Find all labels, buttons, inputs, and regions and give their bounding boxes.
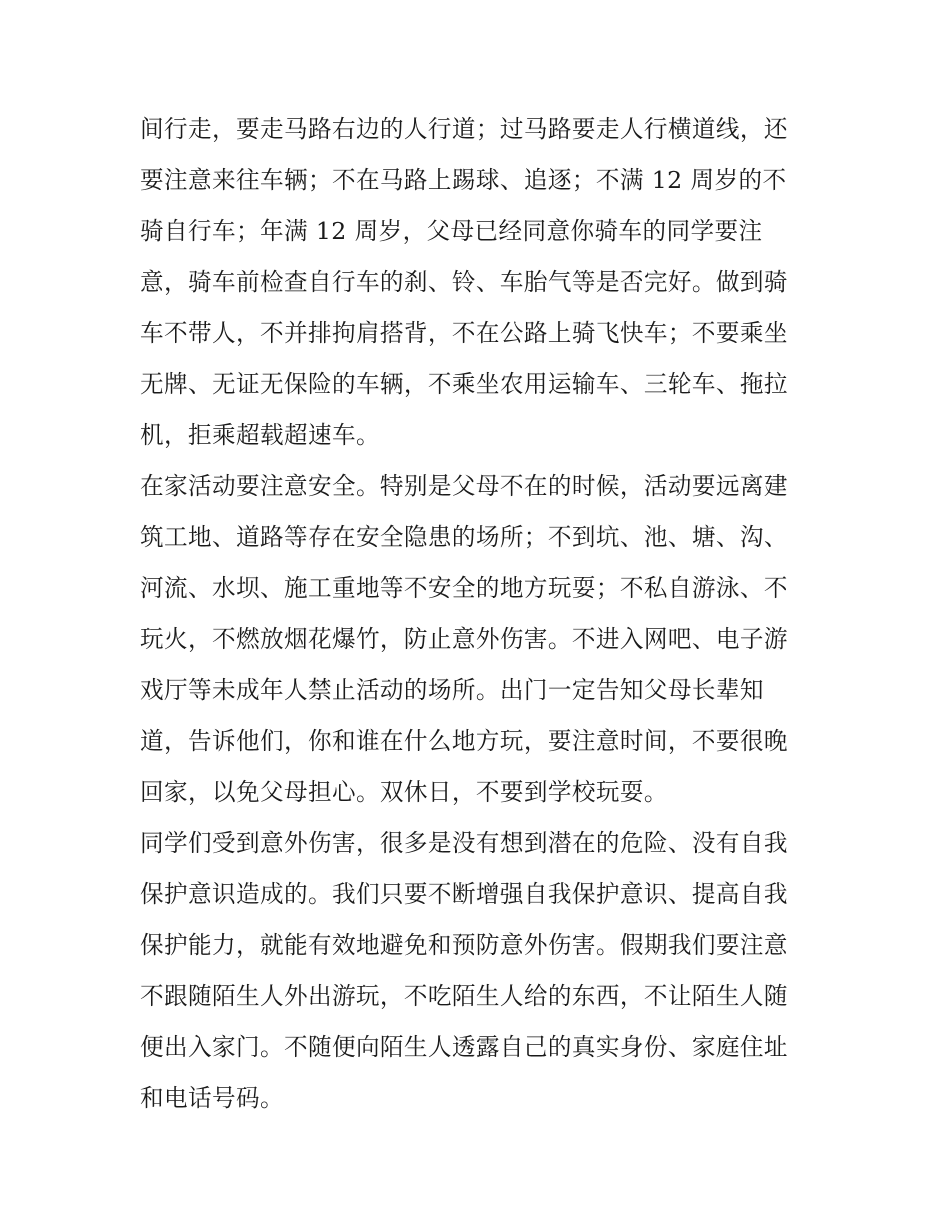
text-line: 玩火，不燃放烟花爆竹，防止意外伤害。不进入网吧、电子游 (140, 625, 788, 653)
text-line: 间行走，要走马路右边的人行道；过马路要走人行横道线，还 (140, 115, 788, 143)
text-line: 河流、水坝、施工重地等不安全的地方玩耍；不私自游泳、不 (140, 574, 788, 602)
document-body (140, 104, 820, 1124)
text-line: 无牌、无证无保险的车辆，不乘坐农用运输车、三轮车、拖拉 (140, 370, 788, 398)
text-line: 筑工地、道路等存在安全隐患的场所；不到坑、池、塘、沟、 (140, 523, 788, 551)
text-line: 不跟随陌生人外出游玩，不吃陌生人给的东西，不让陌生人随 (140, 982, 788, 1010)
text-line: 便出入家门。不随便向陌生人透露自己的真实身份、家庭住址 (140, 1033, 788, 1061)
text-line: 意，骑车前检查自行车的刹、铃、车胎气等是否完好。做到骑 (140, 268, 788, 296)
text-line: 机，拒乘超载超速车。 (140, 421, 380, 449)
text-line: 在家活动要注意安全。特别是父母不在的时候，活动要远离建 (140, 472, 788, 500)
text-line: 同学们受到意外伤害，很多是没有想到潜在的危险、没有自我 (140, 829, 788, 857)
text-line: 回家，以免父母担心。双休日，不要到学校玩耍。 (140, 778, 668, 806)
text-line: 和电话号码。 (140, 1084, 284, 1112)
text-line: 车不带人，不并排拘肩搭背，不在公路上骑飞快车；不要乘坐 (140, 319, 788, 347)
text-line: 要注意来往车辆；不在马路上踢球、追逐；不满 12 周岁的不 (140, 166, 787, 194)
text-line: 骑自行车；年满 12 周岁，父母已经同意你骑车的同学要注 (140, 217, 763, 245)
text-line: 道，告诉他们，你和谁在什么地方玩，要注意时间，不要很晚 (140, 727, 788, 755)
text-line: 戏厅等未成年人禁止活动的场所。出门一定告知父母长辈知 (140, 676, 764, 704)
text-line: 保护能力，就能有效地避免和预防意外伤害。假期我们要注意 (140, 931, 788, 959)
text-line: 保护意识造成的。我们只要不断增强自我保护意识、提高自我 (140, 880, 788, 908)
